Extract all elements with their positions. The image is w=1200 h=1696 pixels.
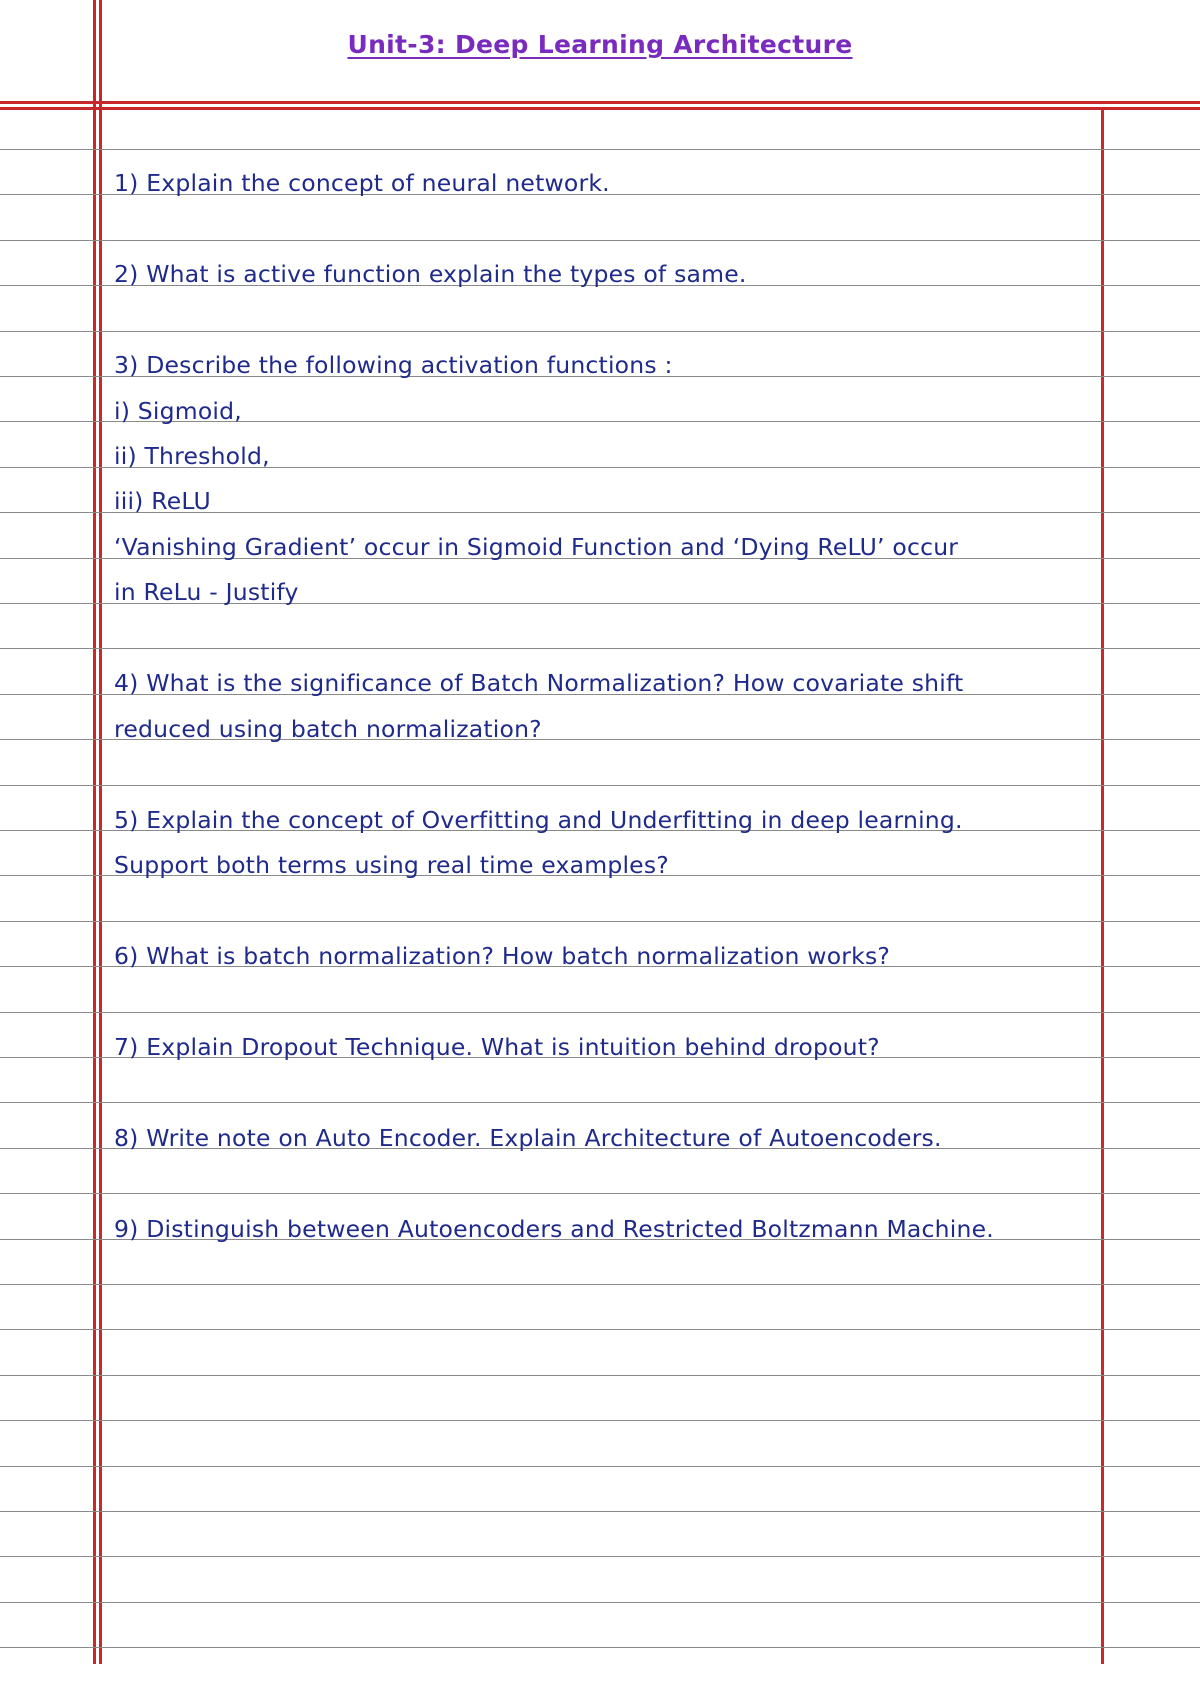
question-2: 2) What is active function explain the types of same. bbox=[114, 260, 747, 288]
left-margin-line-1 bbox=[93, 0, 96, 1664]
ruled-line bbox=[0, 921, 1200, 922]
question-5-cont: Support both terms using real time examples? bbox=[114, 851, 669, 879]
question-5: 5) Explain the concept of Overfitting and Underfitting in deep learning. bbox=[114, 806, 963, 834]
ruled-line bbox=[0, 785, 1200, 786]
question-1: 1) Explain the concept of neural network. bbox=[114, 169, 610, 197]
ruled-line bbox=[0, 1329, 1200, 1330]
ruled-line bbox=[0, 1284, 1200, 1285]
question-4-cont: reduced using batch normalization? bbox=[114, 715, 542, 743]
header-red-line-top bbox=[0, 101, 1200, 104]
question-4: 4) What is the significance of Batch Normalization? How covariate shift bbox=[114, 669, 964, 697]
ruled-line bbox=[0, 1420, 1200, 1421]
right-margin-line bbox=[1101, 107, 1104, 1664]
ruled-line bbox=[0, 1556, 1200, 1557]
question-7: 7) Explain Dropout Technique. What is intuition behind dropout? bbox=[114, 1033, 880, 1061]
ruled-line bbox=[0, 1012, 1200, 1013]
ruled-line bbox=[0, 1375, 1200, 1376]
ruled-line bbox=[0, 1102, 1200, 1103]
question-3-subquestion: ‘Vanishing Gradient’ occur in Sigmoid Function and ‘Dying ReLU’ occur bbox=[114, 533, 959, 561]
ruled-line bbox=[0, 1466, 1200, 1467]
question-3-item-ii: ii) Threshold, bbox=[114, 442, 270, 470]
left-margin-line-2 bbox=[99, 0, 102, 1664]
ruled-line bbox=[0, 240, 1200, 241]
ruled-line bbox=[0, 1647, 1200, 1648]
ruled-line bbox=[0, 1602, 1200, 1603]
question-8: 8) Write note on Auto Encoder. Explain Architecture of Autoencoders. bbox=[114, 1124, 942, 1152]
page-title: Unit-3: Deep Learning Architecture bbox=[347, 30, 853, 59]
ruled-line bbox=[0, 149, 1200, 150]
question-6: 6) What is batch normalization? How batch normalization works? bbox=[114, 942, 891, 970]
header-red-line-bottom bbox=[0, 107, 1200, 110]
ruled-line bbox=[0, 648, 1200, 649]
question-3-subquestion-cont: in ReLu - Justify bbox=[114, 578, 299, 606]
question-3-item-iii: iii) ReLU bbox=[114, 487, 211, 515]
question-9: 9) Distinguish between Autoencoders and Restricted Boltzmann Machine. bbox=[114, 1215, 994, 1243]
ruled-line bbox=[0, 1511, 1200, 1512]
question-3-item-i: i) Sigmoid, bbox=[114, 397, 242, 425]
ruled-line bbox=[0, 1193, 1200, 1194]
ruled-line bbox=[0, 331, 1200, 332]
question-3: 3) Describe the following activation functions : bbox=[114, 351, 673, 379]
